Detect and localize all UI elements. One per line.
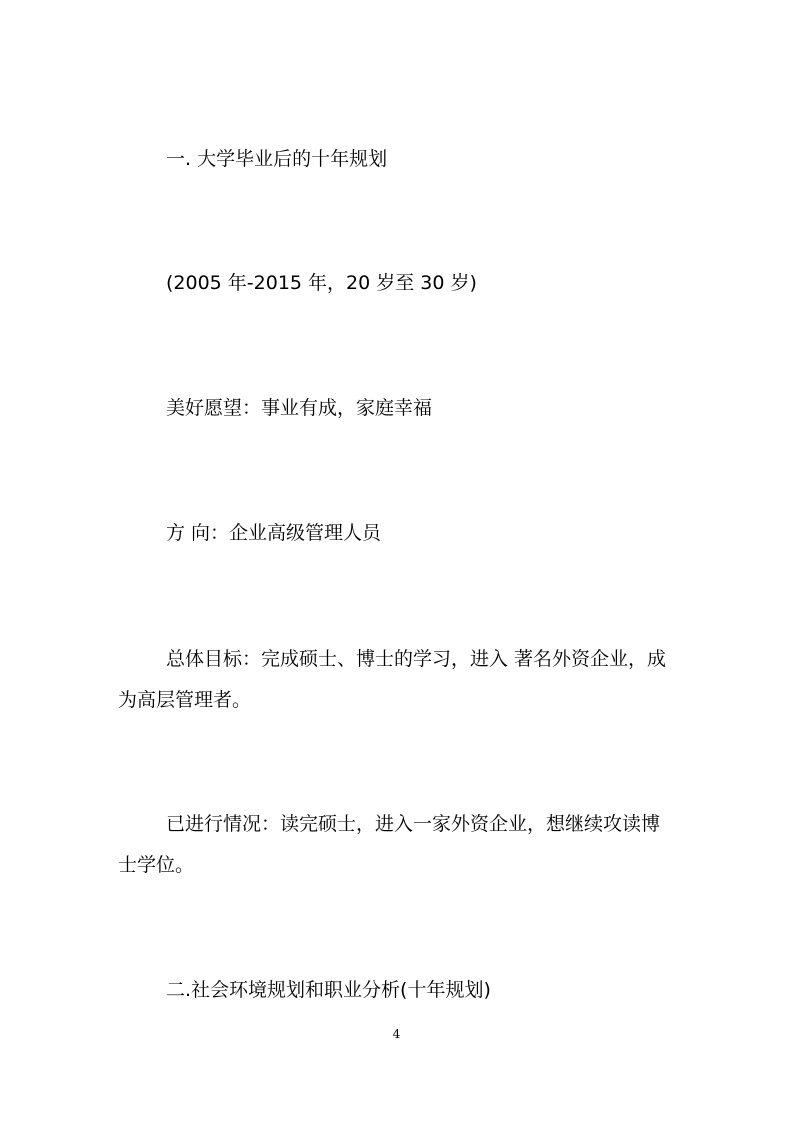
- direction-paragraph: 方 向：企业高级管理人员: [166, 522, 382, 544]
- progress-paragraph: 已进行情况：读完硕士，进入一家外资企业，想继续攻读博士学位。: [118, 813, 661, 876]
- wish-paragraph: 美好愿望：事业有成，家庭幸福: [166, 397, 433, 419]
- time-range-paragraph: (2005 年-2015 年，20 岁至 30 岁): [166, 272, 477, 294]
- section-heading-one: 一. 大学毕业后的十年规划: [166, 148, 388, 170]
- section-heading-two: 二.社会环境规划和职业分析(十年规划): [166, 979, 491, 1001]
- page-number: 4: [392, 1027, 401, 1041]
- overall-goal-paragraph: 总体目标：完成硕士、博士的学习，进入 著名外资企业，成为高层管理者。: [118, 648, 667, 711]
